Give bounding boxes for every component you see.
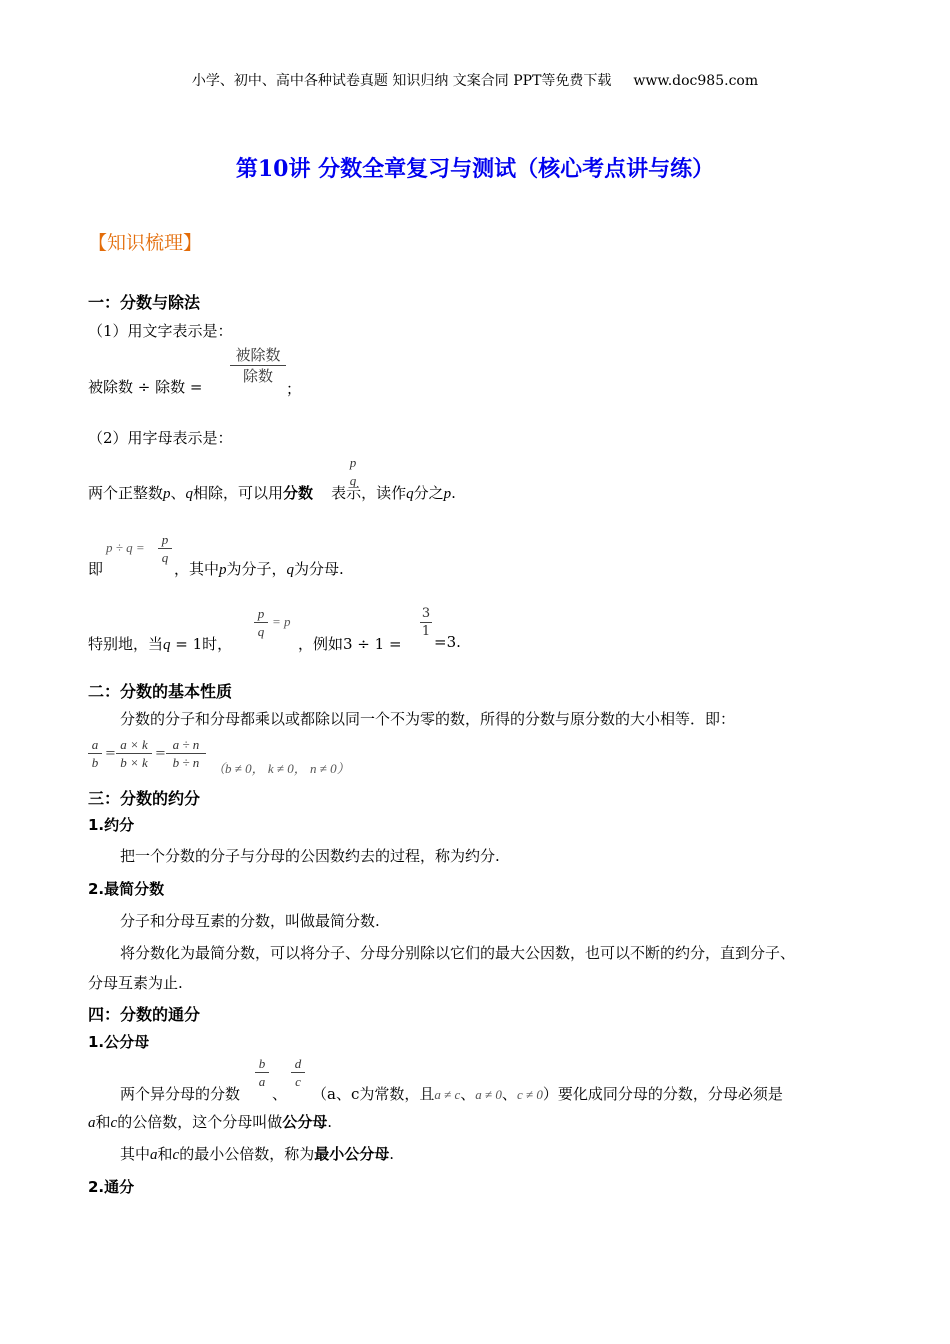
- text: 、: [170, 484, 186, 502]
- text: = 1时，: [170, 635, 233, 653]
- text: （a、c为常数，且: [312, 1085, 435, 1103]
- fraction-denominator: q: [257, 624, 265, 639]
- fraction-bar: [291, 1072, 305, 1073]
- text: 为分母.: [294, 560, 344, 578]
- fraction-numerator: a × k: [120, 737, 148, 752]
- section-3-heading: 三：分数的约分: [88, 789, 201, 808]
- text: 为分子，: [226, 560, 287, 578]
- word-fraction: [230, 346, 286, 385]
- s4-sub2: 2.通分: [88, 1178, 135, 1196]
- section-1-heading: 一：分数与除法: [88, 293, 201, 312]
- s1-line4-expr: p ÷ q =: [106, 540, 145, 555]
- fraction-numerator: b: [258, 1056, 266, 1071]
- var-q: q: [406, 486, 414, 502]
- text: ）要化成同分母的分数，分母必须是: [542, 1085, 783, 1103]
- text: ，其中: [174, 560, 220, 578]
- text: 特别地，当: [88, 635, 164, 653]
- s1-word-end: ；: [286, 380, 302, 398]
- fraction-bar: [346, 471, 360, 472]
- var-c: c: [172, 1147, 180, 1163]
- s4-line2: [88, 1111, 332, 1132]
- var-a: a: [88, 1115, 96, 1131]
- fraction-denominator: a: [258, 1074, 266, 1089]
- fraction-numerator: p: [161, 532, 169, 547]
- text: 表示，读作: [331, 484, 407, 502]
- s1-line3: [88, 482, 456, 503]
- s1-line5-eq: = p: [272, 614, 291, 629]
- section-4-heading: 四：分数的通分: [88, 1005, 201, 1024]
- fraction-bar: [230, 365, 286, 366]
- s4-sub1: 1.公分母: [88, 1033, 150, 1051]
- s1-line5-example: ，例如3 ÷ 1 =: [298, 635, 402, 653]
- bold-term: 分数: [283, 484, 314, 502]
- fraction-denominator: q: [161, 550, 169, 565]
- header-text: 小学、初中、高中各种试卷真题 知识归纳 文案合同 PPT等免费下载: [191, 73, 612, 89]
- text: 、: [501, 1085, 517, 1103]
- text: 和: [95, 1113, 111, 1131]
- header-url[interactable]: www.doc985.com: [633, 73, 759, 89]
- fraction-bar: [254, 622, 268, 623]
- text: 相除，可以用: [193, 484, 284, 502]
- word-fraction-denominator: 除数: [242, 367, 273, 385]
- var-p: p: [443, 486, 452, 502]
- condition-a-neq-c: a ≠ c: [434, 1087, 461, 1102]
- page-title: 第10讲 分数全章复习与测试（核心考点讲与练）: [235, 156, 715, 182]
- var-a: a: [150, 1147, 158, 1163]
- page-header: [0, 70, 950, 90]
- s3-sub2: 2.最简分数: [88, 880, 165, 898]
- equals-sign: =: [105, 746, 116, 761]
- text: 的最小公倍数，称为: [179, 1145, 315, 1163]
- condition-a-neq-0: a ≠ 0: [475, 1087, 502, 1102]
- fraction-denominator: c: [295, 1074, 301, 1089]
- fraction-bar: [116, 753, 152, 754]
- s1-line4-prefix: 即: [88, 560, 104, 578]
- s1-line5-end: =3.: [434, 633, 461, 651]
- fraction-numerator: a ÷ n: [172, 737, 200, 752]
- s2-conditions: （b ≠ 0， k ≠ 0， n ≠ 0）: [212, 761, 350, 776]
- s3-p4: 分母互素为止.: [88, 974, 183, 992]
- fraction-a-over-b: [88, 737, 102, 770]
- fraction-bar: [88, 753, 102, 754]
- knowledge-heading: 【知识梳理】: [88, 232, 203, 254]
- fraction-p-over-q: [254, 606, 268, 639]
- fraction-3-over-1: [420, 606, 432, 639]
- text: 分之: [413, 484, 444, 502]
- condition-c-neq-0: c ≠ 0: [516, 1087, 543, 1102]
- s3-p1: 把一个分数的分子与分母的公因数约去的过程，称为约分.: [120, 847, 500, 865]
- fraction-numerator: a: [91, 737, 99, 752]
- s4-line1-start: 两个异分母的分数: [120, 1085, 241, 1103]
- text: .: [389, 1145, 395, 1163]
- s1-line4: [174, 558, 344, 579]
- word-fraction-numerator: 被除数: [235, 346, 281, 364]
- text: .: [451, 484, 456, 502]
- s4-line1-sep: 、: [272, 1085, 288, 1103]
- fraction-denominator: q: [349, 473, 357, 488]
- fraction-denominator: 1: [421, 624, 431, 639]
- var-c: c: [110, 1115, 118, 1131]
- text: 其中: [120, 1145, 151, 1163]
- text: 和: [157, 1145, 173, 1163]
- s1-word-left: 被除数 ÷ 除数 =: [88, 378, 203, 396]
- fraction-numerator: p: [349, 455, 357, 470]
- var-q: q: [185, 486, 194, 502]
- text: 两个正整数: [88, 484, 164, 502]
- fraction-numerator: d: [294, 1056, 302, 1071]
- fraction-ak-over-bk: [116, 737, 152, 770]
- var-p: p: [163, 486, 171, 502]
- fraction-bar: [255, 1072, 269, 1073]
- s1-p2: （2）用字母表示是：: [88, 429, 233, 447]
- fraction-b-over-a: [255, 1056, 269, 1089]
- s1-line5-start: [88, 633, 232, 654]
- fraction-bar: [166, 753, 206, 754]
- var-q: q: [286, 562, 295, 578]
- s1-p1: （1）用文字表示是：: [88, 322, 233, 340]
- s4-line1: [312, 1083, 783, 1104]
- fraction-numerator: 3: [421, 606, 431, 621]
- fraction-bar: [420, 622, 432, 623]
- fraction-denominator: b ÷ n: [172, 755, 200, 770]
- section-2-heading: 二：分数的基本性质: [88, 682, 233, 701]
- s2-p1: 分数的分子和分母都乘以或都除以同一个不为零的数，所得的分数与原分数的大小相等．即：: [120, 710, 736, 728]
- var-q: q: [163, 637, 171, 653]
- text: 、: [460, 1085, 476, 1103]
- s4-line3: [120, 1143, 394, 1164]
- fraction-denominator: b × k: [120, 755, 148, 770]
- fraction-denominator: b: [91, 755, 99, 770]
- fraction-an-over-bn: [166, 737, 206, 770]
- fraction-bar: [158, 548, 172, 549]
- s3-p3: 将分数化为最简分数，可以将分子、分母分别除以它们的最大公因数，也可以不断的约分，直到分子、: [120, 944, 796, 962]
- bold-term: 最小公分母: [314, 1145, 390, 1163]
- text: 的公倍数，这个分母叫做: [117, 1113, 283, 1131]
- fraction-numerator: p: [257, 606, 265, 621]
- bold-term: 公分母: [282, 1113, 328, 1131]
- fraction-p-over-q: [158, 532, 172, 565]
- s3-p2: 分子和分母互素的分数，叫做最简分数.: [120, 912, 380, 930]
- s3-sub1: 1.约分: [88, 816, 135, 834]
- text: .: [327, 1113, 332, 1131]
- var-p: p: [219, 562, 227, 578]
- equals-sign: =: [155, 746, 166, 761]
- fraction-d-over-c: [291, 1056, 305, 1089]
